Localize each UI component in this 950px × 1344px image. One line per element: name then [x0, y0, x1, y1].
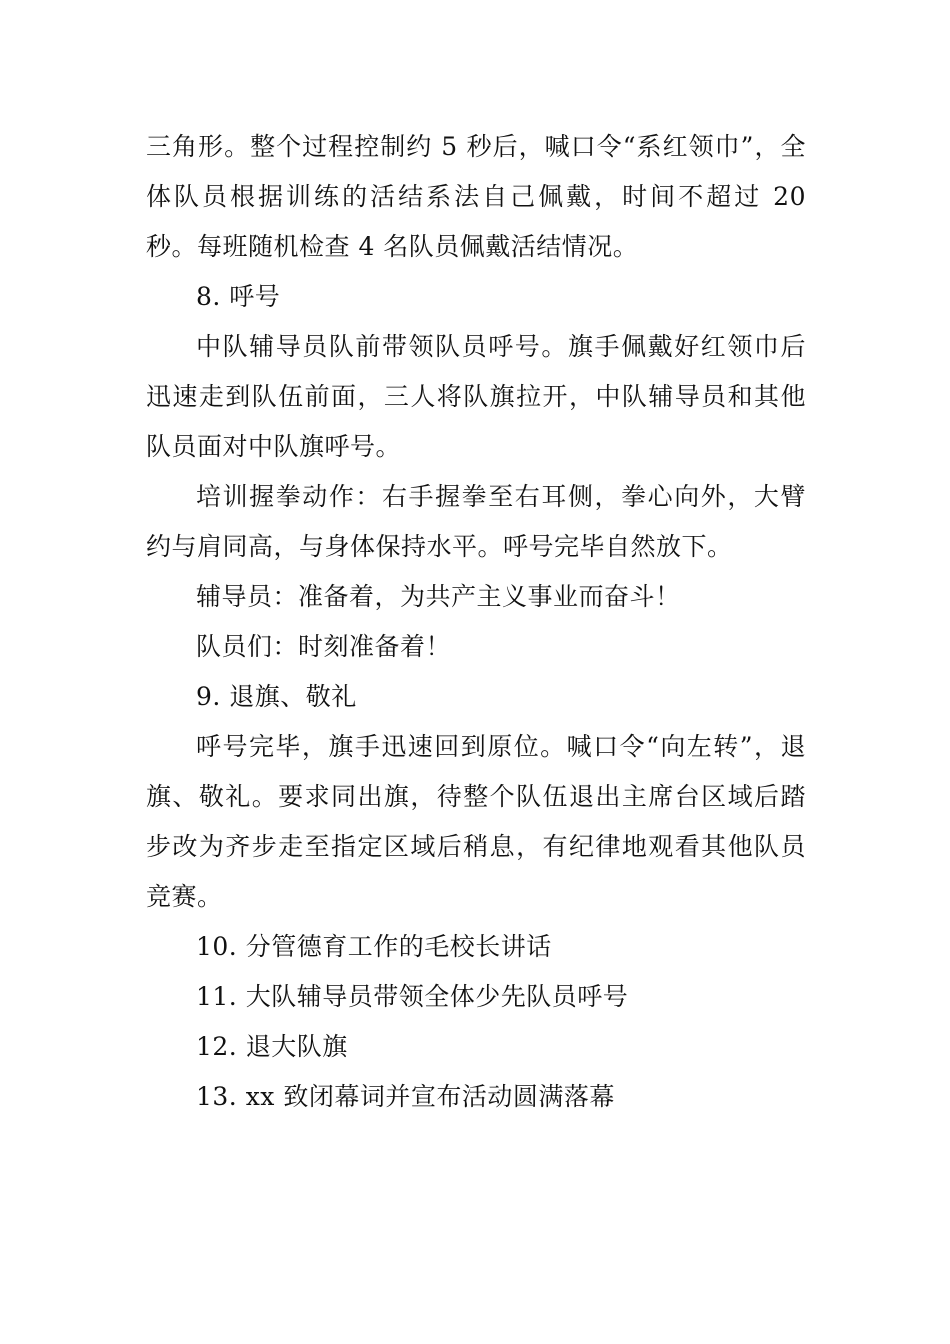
list-item-12: 12. 退大队旗 — [196, 1032, 348, 1061]
paragraph-counselor-line: 辅导员：准备着，为共产主义事业而奋斗！ — [196, 582, 681, 611]
section-heading-8: 8. 呼号 — [196, 282, 281, 311]
list-item-11: 11. 大队辅导员带领全体少先队员呼号 — [196, 982, 629, 1011]
list-item-10: 10. 分管德育工作的毛校长讲话 — [196, 932, 552, 961]
document-body — [146, 122, 806, 1122]
paragraph-members-line: 队员们：时刻准备着！ — [196, 632, 452, 661]
paragraph-call-out: 中队辅导员队前带领队员呼号。旗手佩戴好红领巾后迅速走到队伍前面，三人将队旗拉开，中队辅导员和其他队员面对中队旗呼号。 — [146, 332, 806, 461]
paragraph-continuation: 三角形。整个过程控制约 5 秒后，喊口令“系红领巾”，全体队员根据训练的活结系法自己佩戴，时间不超过 20 秒。每班随机检查 4 名队员佩戴活结情况。 — [146, 132, 806, 261]
paragraph-fist-training: 培训握拳动作：右手握拳至右耳侧，拳心向外，大臂约与肩同高，与身体保持水平。呼号完毕自然放下。 — [146, 482, 806, 561]
section-heading-9: 9. 退旗、敬礼 — [196, 682, 357, 711]
list-item-13: 13. xx 致闭幕词并宣布活动圆满落幕 — [196, 1082, 615, 1111]
paragraph-retreat-flag: 呼号完毕，旗手迅速回到原位。喊口令“向左转”，退旗、敬礼。要求同出旗，待整个队伍退出主席台区域后踏步改为齐步走至指定区域后稍息，有纪律地观看其他队员竞赛。 — [146, 732, 806, 911]
